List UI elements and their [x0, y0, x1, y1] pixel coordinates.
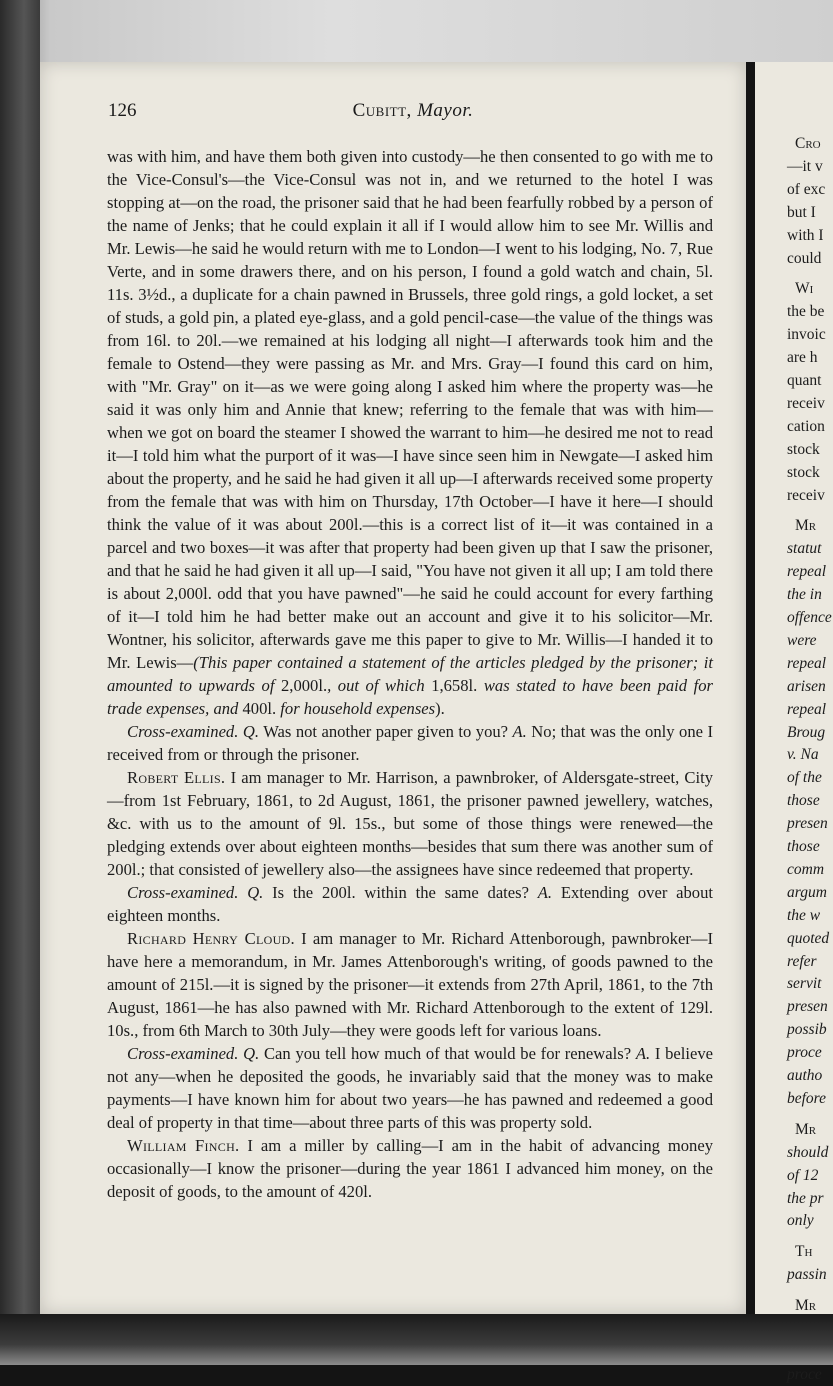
answer-text: No; that was the only one I received from or through the prisoner. [107, 722, 713, 764]
answer-text: Extending over about eighteen months. [107, 883, 713, 925]
facing-page-fragment: proce [787, 1044, 822, 1062]
facing-page-fragment: Broug [787, 723, 826, 741]
facing-page-fragment: refer [787, 952, 817, 970]
facing-page-fragment: Mr [795, 517, 817, 535]
cross-examined-label: Cross-examined. [127, 722, 239, 741]
witness-name: William Finch. [127, 1136, 240, 1155]
body-text [107, 145, 713, 1203]
question-label: Q. [243, 1044, 260, 1063]
testimony-text: was with him, and have them both given into custody—he then consented to go with me to the Vice-Consul's—the Vice-Consul was not in, and we returned to the hotel I was stopping at—on the road, the prisoner said that he had been fearfully robbed by a person of the name of Jenks; that he could explain it all if I would allow him to see Mr. Willis and Mr. Lewis—he said he would return with me to London—I went to his lodging, No. 7, Rue Verte, and in some drawers there, and on his person, I found a gold watch and chain, 5l. 11s. 3½d., a duplicate for a chain pawned in Brussels, three gold rings, a gold locket, a set of studs, a gold pin, a plated eye-glass, and a gold pencil-case—the value of the things was from 16l. to 20l.—we remained at his lodging all night—I afterwards took him and the female to Ostend—they were passing as Mr. and Mrs. Gray—I found this card on him, with "Mr. Gray" on it—as we were going along I asked him where the property was—he said it was only him and Annie that knew; referring to the female that was with him—when we got on board the steamer I showed the warrant to him—he desired me not to read it—I told him what the purport of it was—I have since seen him in Newgate—I asked him about the property, and he said he had given it all up—I afterwards received some property from the female that was with him on Thursday, 17th October—I have it here—I should think the value of it was about 200l.—this is a correct list of it—it was contained in a parcel and two boxes—it was after that property had been given up that I saw the prisoner, and that he said he had given it all up—I said, "You have not given it all up; I am told there is about 2,000l. odd that you have pawned"—he said he could account for every farthing of it—I told him he had better make out an account and give it to his solicitor—Mr. Wontner, his solicitor, afterwards gave me this paper to give to Mr. Willis—I handed it to Mr. Lewis— [107, 147, 713, 672]
page-header [108, 100, 718, 130]
question-text: Was not another paper given to you? [259, 722, 513, 741]
cross-examined-label: Cross-examined. [127, 883, 239, 902]
facing-page-fragment: arisen [787, 677, 826, 695]
cross-examined-label: Cross-examined. [127, 1044, 239, 1063]
facing-page-fragment: statut [787, 540, 822, 558]
facing-page-fragment: Wi [795, 280, 814, 298]
facing-page-fragment: the pr [787, 1189, 824, 1207]
witness-testimony: I am a miller by calling—I am in the habit of advancing money occasionally—I know the prisoner—during the year 1861 I advanced him money, on the deposit of goods, to the amount of 420l. [107, 1136, 713, 1201]
facing-page-fragment: the be [787, 303, 825, 321]
facing-page-fragment: repeal [787, 700, 827, 718]
answer-label: A. [635, 1044, 651, 1063]
question-text: Can you tell how much of that would be for renewals? [259, 1044, 636, 1063]
facing-page-fragment: were [787, 631, 817, 649]
running-head-name: Cubitt, [352, 100, 412, 121]
facing-page-fragment: argum [787, 883, 827, 901]
facing-page-fragment: possib [787, 1021, 827, 1039]
scan-bottom-margin [0, 1314, 833, 1365]
facing-page-fragment: of the [787, 769, 822, 787]
scan-left-margin [0, 0, 40, 1365]
facing-page-fragment: only [787, 1212, 814, 1230]
facing-page-fragment: are h [787, 349, 818, 367]
facing-page-fragment: should [787, 1143, 829, 1161]
facing-page-fragment: servit [787, 975, 822, 993]
witness-testimony: I am manager to Mr. Harrison, a pawnbroker, of Aldersgate-street, City—from 1st February, 1861, to 2d August, 1861, the prisoner pawned jewellery, watches, &c. with us to the amount of 9l. 15s., but some of those things were renewed—the pledging extends over about eighteen months—besides that sum there was another sum of 200l.; that consisted of jewellery also—the assignees have since redeemed that property. [107, 768, 713, 879]
editorial-note: (This paper contained a statement of the articles pledged by the prisoner; it amounted to upwards of [107, 653, 714, 695]
scan-top-margin [0, 0, 833, 62]
facing-page-fragment: of 12 [787, 1166, 819, 1184]
facing-page-fragment: autho [787, 1067, 823, 1084]
facing-page-fragment: stock [787, 440, 820, 458]
facing-page-fragment: repeal [787, 563, 827, 581]
facing-page-fragment: quoted [787, 929, 830, 947]
facing-page-fragment: presen [787, 815, 828, 833]
facing-page-fragment: presen [787, 998, 828, 1016]
facing-page-fragment: repeal [787, 654, 827, 672]
witness-testimony: I am manager to Mr. Richard Attenborough, pawnbroker—I have here a memorandum, in Mr. James Attenborough's writing, of goods pawned to the amount of 215l.—it is signed by the prisoner—it extends from 27th April, 1861, to the 7th August, 1861—he has also pawned with Mr. Richard Attenborough to the extent of 129l. 10s., from 6th March to 30th July—they were goods left for various loans. [107, 929, 713, 1040]
paragraph-cross-examination-2 [107, 881, 713, 927]
answer-label: A. [512, 722, 527, 741]
facing-page-fragment: proce [787, 1365, 822, 1383]
question-label: Q. [247, 883, 264, 902]
running-head-title: Mayor. [417, 100, 474, 121]
facing-page-fragment: the w [787, 906, 821, 924]
facing-page-fragment: cation [787, 417, 825, 435]
running-head [108, 100, 718, 122]
facing-page-fragment: with I [787, 226, 824, 244]
witness-name: Robert Ellis. [127, 768, 226, 787]
paragraph-cross-examination-1 [107, 720, 713, 766]
facing-page-fragment: invoic [787, 326, 826, 344]
page-number: 126 [108, 100, 137, 121]
answer-label: A. [537, 883, 553, 902]
facing-page-fragment: but I [787, 203, 816, 221]
paragraph-witness-robert-ellis [107, 766, 713, 881]
facing-page-fragment: Mr [795, 1297, 817, 1315]
facing-page-fragment: Th [795, 1243, 813, 1261]
witness-name: Richard Henry Cloud. [127, 929, 295, 948]
facing-page-fragment: could [787, 249, 822, 267]
paragraph-testimony-continued: was with him, and have them both given into custody—he then consented to go with me to the Vice-Consul's—the Vice-Consul was not in, and we returned to the hotel I was stopping at—on the road, the prisoner said that he had been fearfully robbed by a person of the name of Jenks; that he could explain it all if I would allow him to see Mr. Willis and Mr. Lewis—he said he would return with me to London—I went to his lodging, No. 7, Rue Verte, and in some drawers there, and on his person, I found a gold watch and chain, 5l. 11s. 3½d., a duplicate for a chain pawned in Brussels, three gold rings, a gold locket, a set of studs, a gold pin, a plated eye-glass, and a gold pencil-case—the value of the things was from 16l. to 20l.—we remained at his lodging all night—I afterwards took him and the female to Ostend—they were passing as Mr. and Mrs. Gray—I found this card on him, with "Mr. Gray" on it—as we were going along I asked him where the property was—he said it was only him and Annie that knew; referring to the female that was with him—when we got on board the steamer I showed the warrant to him—he desired me not to read it—I told him what the purport of it was—I have since seen him in Newgate—I asked him about the property, and he said he had given it all up—I afterwards received some property from the female that was with him on Thursday, 17th October—I have it here—I should think the value of it was about 200l.—this is a correct list of it—it was contained in a parcel and two boxes—it was after that property had been given up that I saw the prisoner, and that he said he had given it all up—I said, "You have not given it all up; I am told there is about 2,000l. odd that you have pawned"—he said he could account for every farthing of it—I told him he had better make out an account and give it to his solicitor—Mr. Wontner, his solicitor, afterwards gave me this paper to give to Mr. Willis—I handed it to Mr. Lewis—(This paper contained a statement of the articles pledged by the prisoner; it amounted to upwards of 2,000l., out of which 1,658l. was stated to have been paid for trade expenses, and 400l. for household expenses). [107, 147, 714, 718]
facing-page-fragment: quant [787, 372, 822, 389]
paragraph-witness-william-finch [107, 1134, 713, 1203]
facing-page-fragment: offence [787, 609, 832, 626]
question-text: Is the 200l. within the same dates? [263, 883, 538, 902]
facing-page-fragment: stock [787, 463, 820, 481]
facing-page-fragment: passin [787, 1266, 827, 1284]
facing-page-fragment: the in [787, 586, 822, 604]
paragraph-witness-richard-henry-cloud [107, 927, 713, 1042]
paragraph-cross-examination-3 [107, 1042, 713, 1134]
facing-page-fragment: v. Na [787, 746, 819, 764]
answer-text: I believe not any—when he deposited the goods, he invariably said that the money was to make payments—I have known him for about two years—he has pawned and redeemed a good deal of property in that time—about three parts of this was property sold. [107, 1044, 714, 1132]
facing-page-fragment: those [787, 838, 820, 855]
facing-page-fragment: Cro [795, 135, 821, 152]
facing-page-fragment: of exc [787, 180, 826, 198]
facing-page-fragment: those [787, 792, 820, 810]
facing-page-fragment: before [787, 1089, 827, 1107]
facing-page-fragment: receiv [787, 394, 825, 412]
facing-page-fragment: comm [787, 860, 825, 878]
facing-page-fragment: receiv [787, 486, 825, 504]
facing-page-fragment: Mr [795, 1120, 817, 1138]
question-label: Q. [242, 722, 260, 741]
facing-page-fragment: —it v [787, 157, 823, 175]
facing-page-edge [755, 62, 833, 1383]
